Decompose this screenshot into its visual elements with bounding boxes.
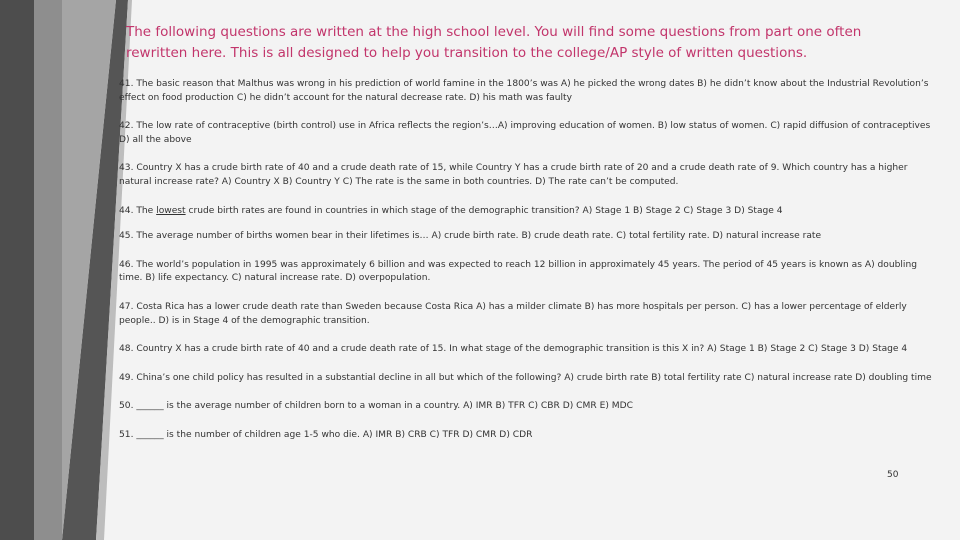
question-43: 43. Country X has a crude birth rate of 40 and a crude death rate of 15, while Country Y has a crude birth rate of 20 and a crude death rate of 9. Which country has a higher natural increase rate? A) Country X B) Country Y C) The rate is the same in both countries. D) The rate can’t be computed. [119, 163, 908, 187]
intro-line-1: The following questions are written at the high school level. You will find some questions from part one often [126, 24, 862, 40]
question-44-underlined-word: lowest [156, 205, 186, 216]
question-50: 50. ______ is the average number of children born to a woman in a country. A) IMR B) TFR C) CBR D) CMR E) MDC [119, 401, 633, 412]
question-42: 42. The low rate of contraceptive (birth control) use in Africa reflects the region’s…A) improving education of women. B) low status of women. C) rapid diffusion of contraceptives D) all the above [119, 121, 931, 145]
question-44 [119, 205, 939, 219]
stripe-gray-band [34, 0, 62, 540]
question-45: 45. The average number of births women bear in their lifetimes is… A) crude birth rate. B) crude death rate. C) total fertility rate. D) natural increase rate [119, 231, 822, 242]
question-list [119, 78, 939, 458]
question-48: 48. Country X has a crude birth rate of 40 and a crude death rate of 15. In what stage of the demographic transition is this X in? A) Stage 1 B) Stage 2 C) Stage 3 D) Stage 4 [119, 344, 908, 355]
intro-line-2: rewritten here. This is all designed to help you transition to the college/AP style of written questions. [126, 45, 808, 61]
question-49: 49. China’s one child policy has resulted in a substantial decline in all but which of the following? A) crude birth rate B) total fertility rate C) natural increase rate D) doubling time [119, 372, 932, 383]
question-46: 46. The world’s population in 1995 was approximately 6 billion and was expected to reach 12 billion in approximately 45 years. The period of 45 years is known as A) doubling time. B) life expectancy. C) natural increase rate. D) overpopulation. [119, 259, 917, 284]
question-47: 47. Costa Rica has a lower crude death rate than Sweden because Costa Rica A) has a milder climate B) has more hospitals per person. C) has a lower percentage of elderly people.. D) is in Stage 4 of the demographic transition. [119, 301, 907, 326]
intro-heading [126, 22, 926, 64]
question-41: 41. The basic reason that Malthus was wrong in his prediction of world famine in the 1800’s was A) he picked the wrong dates B) he didn’t know about the Industrial Revolution’s effect on food production C) he didn’t account for the natural decrease rate. D) his math was faulty [119, 79, 929, 103]
page-number: 50 [887, 470, 899, 480]
question-44-prefix: 44. The [119, 205, 157, 216]
question-51: 51. ______ is the number of children age 1-5 who die. A) IMR B) CRB C) TFR D) CMR D) CDR [119, 429, 533, 440]
question-44-suffix: crude birth rates are found in countries in which stage of the demographic transition? A) Stage 1 B) Stage 2 C) Stage 3 D) Stage 4 [185, 205, 783, 216]
stripe-dark-band [0, 0, 34, 540]
